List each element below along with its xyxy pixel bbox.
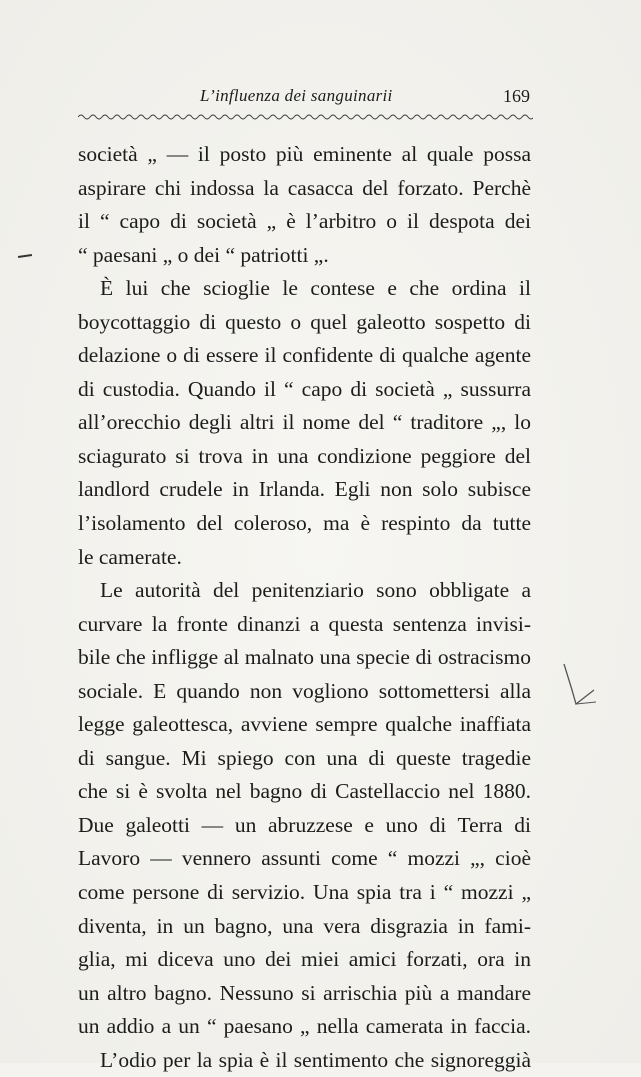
text-line: di sangue. Mi spiego con una di queste tragedie [78, 745, 531, 770]
text-line: bile che infligge al malnato una specie di ostracismo [78, 645, 531, 670]
running-head [80, 86, 530, 110]
text-line: Due galeotti — un abruzzese e uno di Terra di [78, 812, 531, 837]
text-line: un addio a un “ paesano „ nella camerata in faccia. [78, 1014, 531, 1039]
text-line: diventa, in un bagno, una vera disgrazia in fami- [78, 913, 531, 938]
page-number: 169 [503, 86, 530, 106]
text-line: landlord crudele in Irlanda. Egli non solo subisce [78, 477, 531, 502]
text-line: un altro bagno. Nessuno si arrischia più a mandare [78, 980, 531, 1005]
running-title: L’influenza dei sanguinarii [200, 86, 393, 105]
text-line: legge galeottesca, avviene sempre qualche inaffiata [78, 712, 531, 737]
text-line: le camerate. [78, 544, 182, 569]
text-line: come persone di servizio. Una spia tra i “ mozzi „ [78, 880, 531, 905]
text-line: Le autorità del penitenziario sono obbligate a [100, 578, 531, 603]
text-line: L’odio per la spia è il sentimento che signoreggià [100, 1047, 531, 1072]
text-line: glia, mi diceva uno dei miei amici forzati, ora in [78, 947, 531, 972]
text-line: sociale. E quando non vogliono sottomettersi alla [78, 678, 531, 703]
text-line: di custodia. Quando il “ capo di società „ sussurra [78, 376, 531, 401]
margin-pencil-dash [18, 254, 32, 258]
wavy-rule-ornament [78, 112, 533, 122]
text-line: aspirare chi indossa la casacca del forzato. Perchè [78, 175, 531, 200]
text-line: all’orecchio degli altri il nome del “ traditore „, lo [78, 410, 531, 435]
text-line: che si è svolta nel bagno di Castellaccio nel 1880. [78, 779, 531, 804]
text-line: l’isolamento del coleroso, ma è respinto da tutte [78, 511, 531, 536]
text-line: il “ capo di società „ è l’arbitro o il despota dei [78, 209, 531, 234]
body-text [78, 138, 531, 1077]
text-line: sciagurato si trova in una condizione peggiore del [78, 443, 531, 468]
text-line: Lavoro — vennero assunti come “ mozzi „, cioè [78, 846, 531, 871]
margin-pencil-check-mark [560, 660, 600, 710]
text-line: boycottaggio di questo o quel galeotto sospetto di [78, 309, 531, 334]
text-line: “ paesani „ o dei “ patriotti „. [78, 242, 329, 267]
text-line: curvare la fronte dinanzi a questa sentenza invisi- [78, 611, 531, 636]
text-line: È lui che scioglie le contese e che ordina il [100, 276, 531, 301]
text-line: società „ — il posto più eminente al quale possa [78, 142, 531, 166]
text-line: delazione o di essere il confidente di qualche agente [78, 343, 531, 368]
